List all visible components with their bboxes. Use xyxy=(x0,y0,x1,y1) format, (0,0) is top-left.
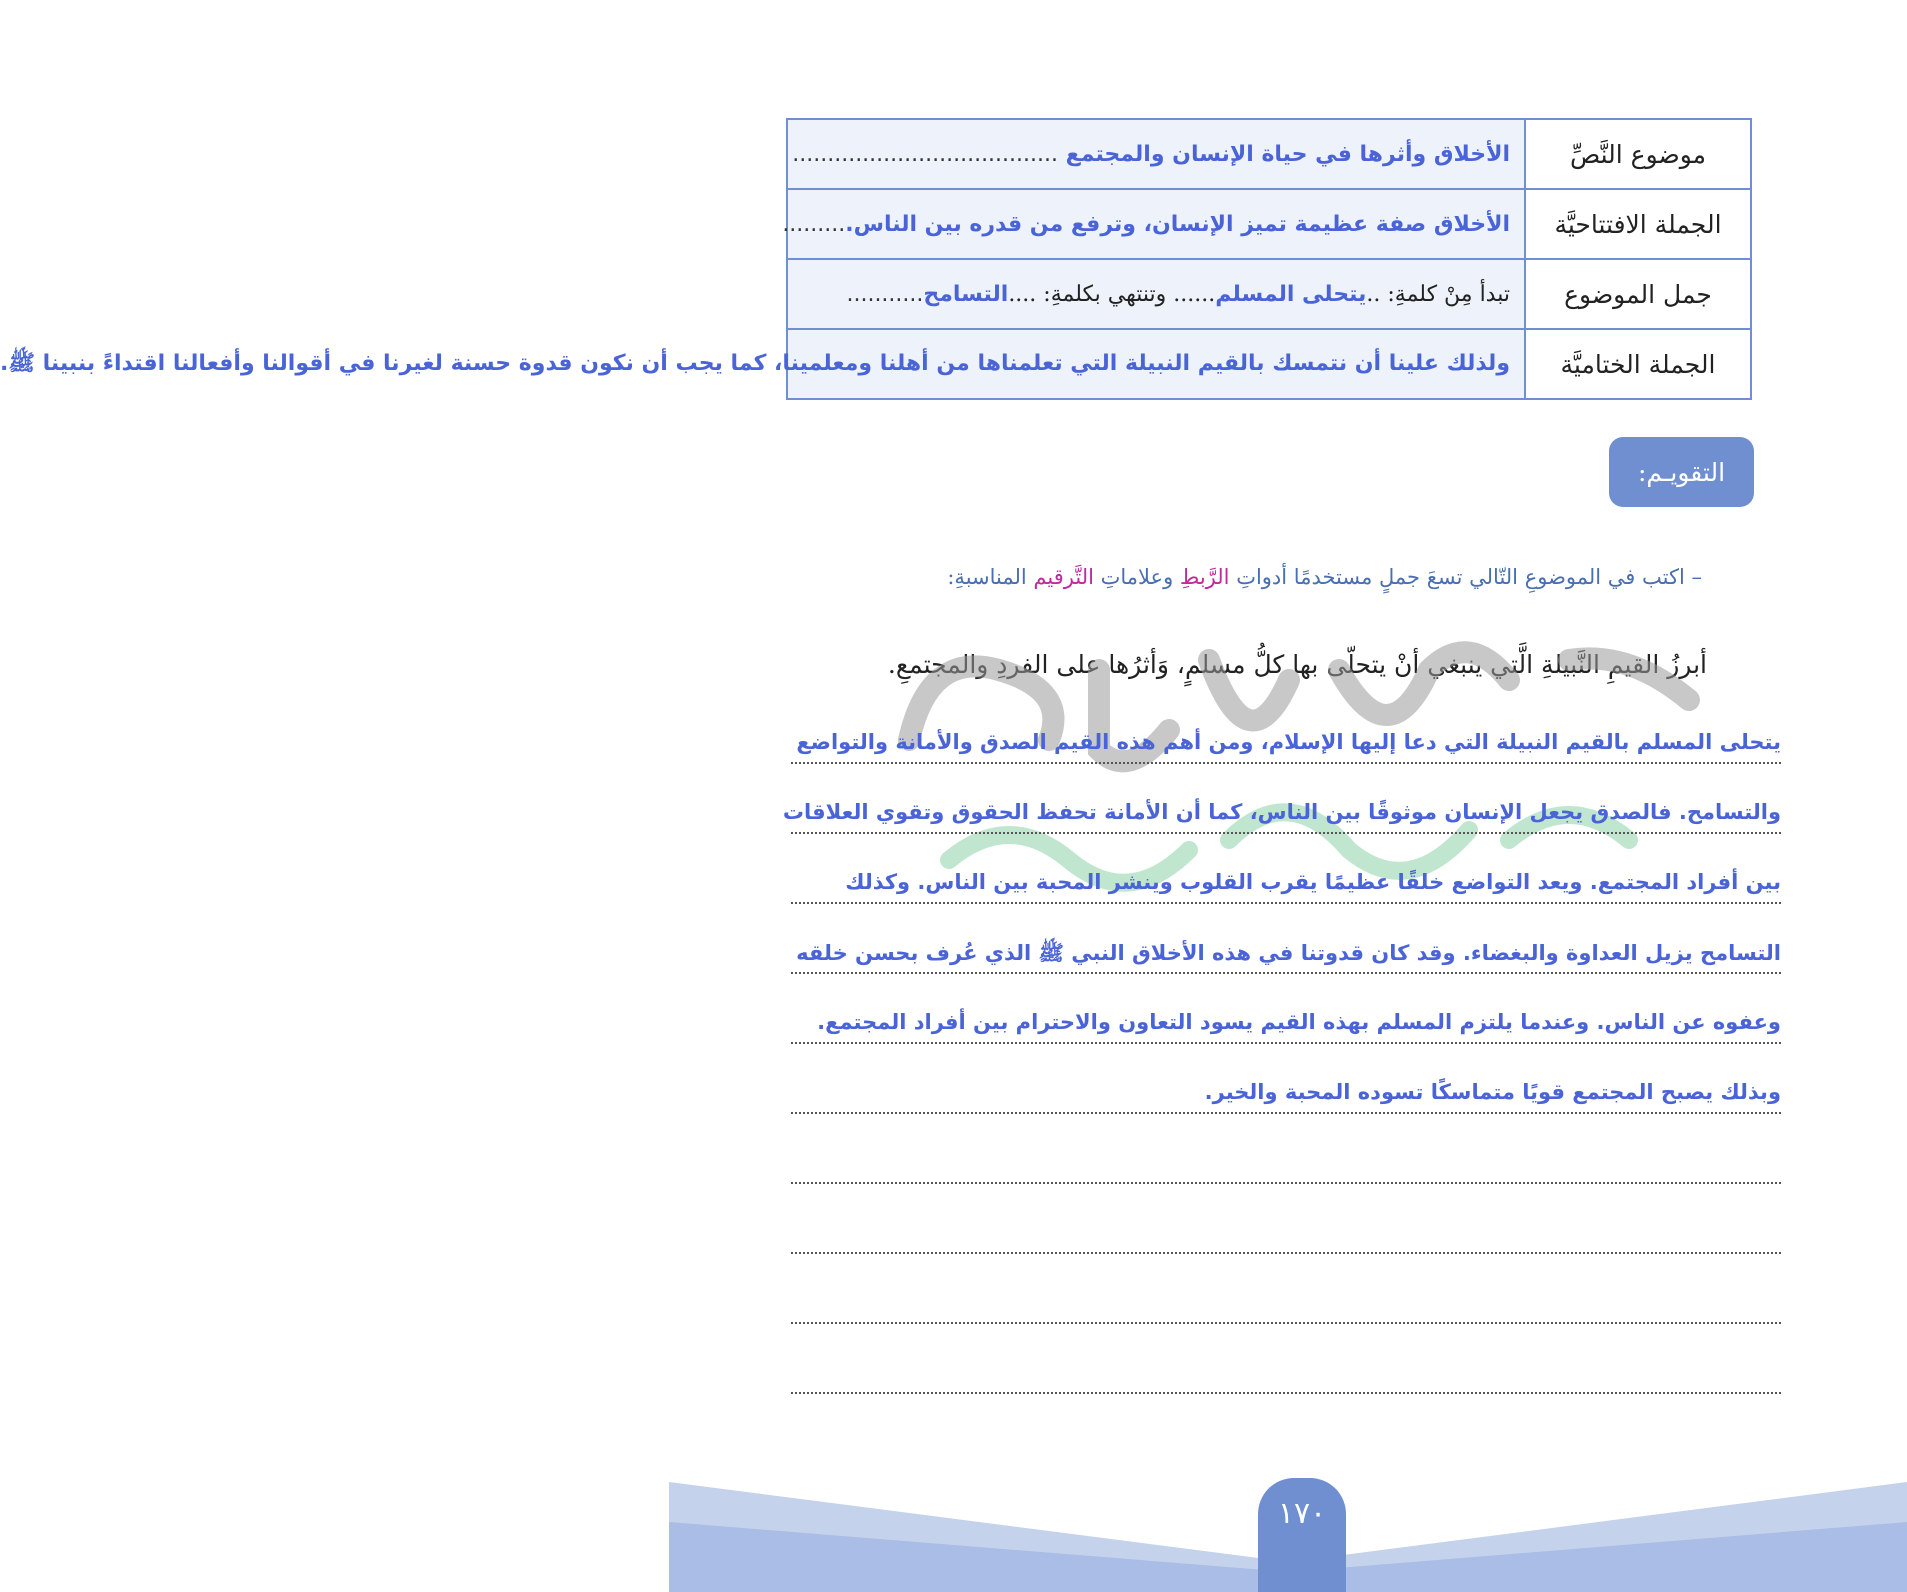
start-word: يتحلى المسلم xyxy=(1215,281,1367,307)
table-row xyxy=(787,259,1751,329)
instruction-suffix: المناسبةِ: xyxy=(947,565,1034,589)
answer-line[interactable]: التسامح يزيل العداوة والبغضاء. وقد كان قدوتنا في هذه الأخلاق النبي ﷺ الذي عُرف بحسن خلقه xyxy=(791,922,1781,992)
row-value xyxy=(782,189,1525,259)
table-row xyxy=(787,329,1751,399)
answer-line[interactable] xyxy=(791,1132,1781,1202)
answer-line[interactable]: يتحلى المسلم بالقيم النبيلة التي دعا إليها الإسلام، ومن أهم هذه القيم الصدق والأمانة والتواضع xyxy=(791,712,1781,782)
row-label: الجملة الافتتاحيَّة xyxy=(1525,189,1751,259)
summary-table xyxy=(0,118,1752,400)
answer-line[interactable] xyxy=(791,1272,1781,1342)
page-number: ١٧٠ xyxy=(1258,1478,1346,1592)
answer-line[interactable] xyxy=(791,1342,1781,1412)
start-prefix: تبدأ مِنْ كلمةِ: .. xyxy=(1366,281,1510,307)
essay-prompt: أبرزُ القيمِ النَّبيلةِ الَّتي ينبغي أنْ يتحلّى بها كلُّ مسلمٍ، وَأثرُها على الفردِ والمجتمعِ. xyxy=(887,650,1707,679)
middle-text: ...... وتنتهي بكلمةِ: .... xyxy=(1008,281,1216,307)
row-value xyxy=(787,259,1525,329)
row-value: ولذلك علينا أن نتمسك بالقيم النبيلة التي تعلمناها من أهلنا ومعلمينا، كما يجب أن نكون قدوة حسنة لغيرنا في أقوالنا وأفعالنا اقتداءً بنبينا ﷺ. xyxy=(787,329,1525,399)
dotted-fill: ........... xyxy=(846,281,924,307)
end-word: التسامح xyxy=(923,281,1009,307)
answer-text: الأخلاق وأثرها في حياة الإنسان والمجتمع xyxy=(1065,141,1510,167)
table-row xyxy=(787,119,1751,189)
answer-line[interactable]: بين أفراد المجتمع. ويعد التواضع خلقًا عظيمًا يقرب القلوب وينشر المحبة بين الناس. وكذلك xyxy=(791,852,1781,922)
answer-lines xyxy=(782,712,1781,1412)
answer-line[interactable] xyxy=(791,1202,1781,1272)
dotted-fill: ......... xyxy=(782,211,846,237)
answer-text: الأخلاق صفة عظيمة تميز الإنسان، وترفع من قدره بين الناس. xyxy=(845,211,1510,237)
answer-line[interactable]: وعفوه عن الناس. وعندما يلتزم المسلم بهذه القيم يسود التعاون والاحترام بين أفراد المجتمع. xyxy=(791,992,1781,1062)
row-label: جمل الموضوع xyxy=(1525,259,1751,329)
instruction xyxy=(842,565,1702,589)
instruction-mid: وعلاماتِ xyxy=(1093,565,1180,589)
answer-line[interactable]: وبذلك يصبح المجتمع قويًا متماسكًا تسوده المحبة والخير. xyxy=(791,1062,1781,1132)
evaluation-badge: التقويـم: xyxy=(1609,437,1754,507)
row-value xyxy=(787,119,1525,189)
table-row xyxy=(787,189,1751,259)
answer-line[interactable]: والتسامح. فالصدق يجعل الإنسان موثوقًا بين الناس، كما أن الأمانة تحفظ الحقوق وتقوي العلاقات xyxy=(791,782,1781,852)
row-label: الجملة الختاميَّة xyxy=(1525,329,1751,399)
row-label: موضوع النَّصِّ xyxy=(1525,119,1751,189)
dotted-fill: ...................................... xyxy=(792,141,1058,167)
instruction-prefix: – اكتب في الموضوعِ التّالي تسعَ جملٍ مستخدمًا أدواتِ xyxy=(1229,565,1702,589)
instruction-highlight: الرَّبطِ xyxy=(1179,565,1230,589)
instruction-highlight: التَّرقيم xyxy=(1033,565,1094,589)
